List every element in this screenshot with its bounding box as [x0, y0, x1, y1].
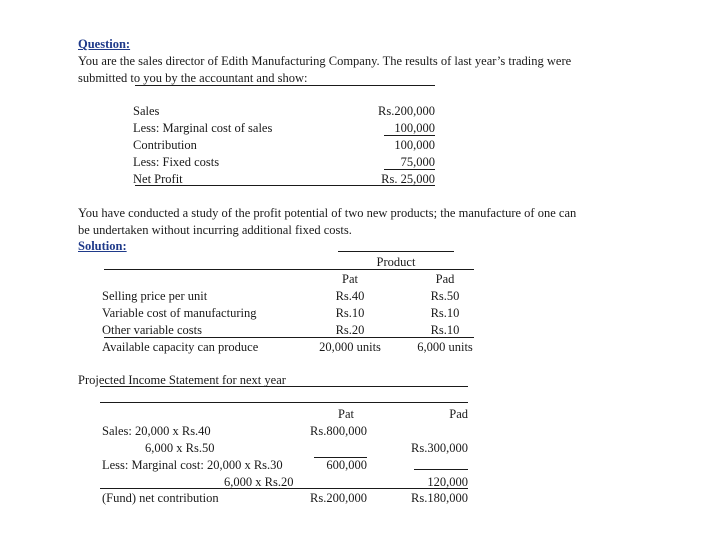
- q-row-label: Less: Marginal cost of sales: [133, 121, 273, 135]
- q-row-value: 100,000: [394, 121, 435, 135]
- p-sales-label: Sales: 20,000 x Rs.40: [102, 424, 211, 438]
- s-row-label: Selling price per unit: [102, 289, 208, 303]
- p-net-pat: Rs.200,000: [310, 491, 367, 505]
- p-sales-pat: Rs.800,000: [310, 424, 367, 438]
- s-row-pat: Rs.20: [335, 323, 365, 337]
- p-net-pad: Rs.180,000: [411, 491, 468, 505]
- divider: [100, 386, 468, 387]
- q-row-value: 100,000: [394, 138, 435, 152]
- study-line1: You have conducted a study of the profit potential of two new products; the manufacture of one can: [78, 206, 577, 220]
- q-row-value: 75,000: [400, 155, 435, 169]
- p-mc-label: Less: Marginal cost: 20,000 x Rs.30: [102, 458, 283, 472]
- study-line2: be undertaken without incurring additional fixed costs.: [78, 223, 352, 237]
- question-intro-line2: submitted to you by the accountant and show:: [78, 71, 308, 85]
- divider: [338, 251, 454, 252]
- s-row-pad: Rs.10: [430, 306, 460, 320]
- s-row-pad: Rs.10: [430, 323, 460, 337]
- q-row-label: Contribution: [133, 138, 197, 152]
- s-row-pat: Rs.40: [335, 289, 365, 303]
- q-row-label: Net Profit: [133, 172, 183, 186]
- divider: [104, 337, 474, 338]
- projected-title: Projected Income Statement for next year: [78, 373, 286, 387]
- q-row-value: Rs.200,000: [378, 104, 435, 118]
- underline: [135, 185, 435, 186]
- product-header: Product: [376, 255, 416, 269]
- col-pad: Pad: [435, 272, 455, 286]
- q-row-label: Less: Fixed costs: [133, 155, 220, 169]
- divider: [100, 402, 468, 403]
- question-intro-line1: You are the sales director of Edith Manufacturing Company. The results of last year’s trading were: [78, 54, 572, 68]
- p-col-pat: Pat: [338, 407, 354, 421]
- divider: [104, 269, 474, 270]
- col-pat: Pat: [342, 272, 358, 286]
- q-row-label: Sales: [133, 104, 160, 118]
- underline: [384, 135, 435, 136]
- s-row-label: Available capacity can produce: [102, 340, 259, 354]
- s-row-pad: Rs.50: [430, 289, 460, 303]
- p-net-label: (Fund) net contribution: [102, 491, 219, 505]
- divider: [100, 488, 468, 489]
- s-row-pad: 6,000 units: [417, 340, 473, 354]
- q-row-value: Rs. 25,000: [381, 172, 435, 186]
- s-row-label: Variable cost of manufacturing: [102, 306, 257, 320]
- s-row-pat: Rs.10: [335, 306, 365, 320]
- p-mc-pat: 600,000: [326, 458, 367, 472]
- underline: [384, 169, 435, 170]
- divider: [135, 85, 435, 86]
- solution-heading: Solution:: [78, 239, 127, 253]
- p-sales-pad: Rs.300,000: [411, 441, 468, 455]
- p-mc-pad: 120,000: [427, 475, 468, 489]
- s-row-label: Other variable costs: [102, 323, 202, 337]
- underline: [414, 469, 468, 470]
- p-sales-label2: 6,000 x Rs.50: [145, 441, 215, 455]
- question-heading: Question:: [78, 37, 131, 51]
- p-mc-label2: 6,000 x Rs.20: [224, 475, 294, 489]
- p-col-pad: Pad: [449, 407, 468, 421]
- s-row-pat: 20,000 units: [319, 340, 381, 354]
